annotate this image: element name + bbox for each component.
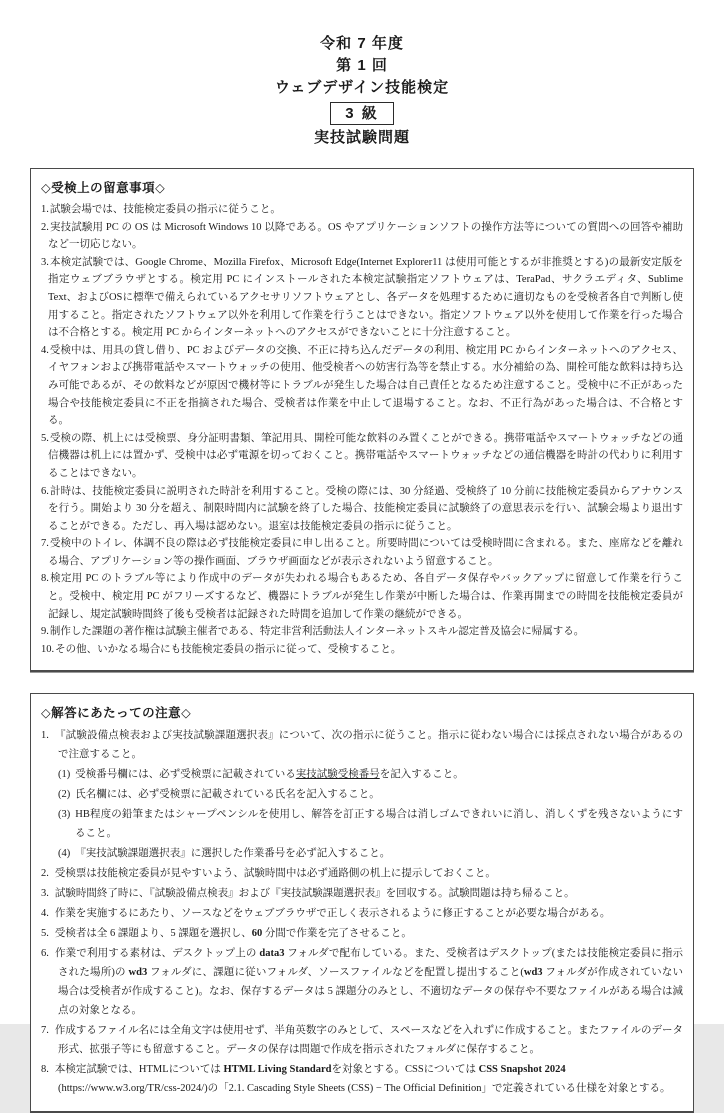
item-text: (https://www.w3.org/TR/css-2024/)の「2.1. Cascading Style Sheets (CSS) − The Official Definition」で定義されている仕様を対象とする。 <box>58 1083 671 1095</box>
answer-item <box>41 884 683 903</box>
notes-box-header: ◇受検上の留意事項◇ <box>41 181 166 195</box>
item-text: 受検番号欄には、必ず受検票に記載されている <box>75 769 296 781</box>
sub-item-number: (1) <box>58 769 71 781</box>
item-text: フォルダが作成されていない場合は受検者が作成すること)。なお、保存するデータは 5 課題分のみとし、不適切なデータの保存や不要なファイルがある場合は減点の対象となる。 <box>58 967 684 1017</box>
item-text: 受検の際、机上には受検票、身分証明書類、筆記用具、開栓可能な飲料のみ置くことができる。携帯電話やスマートウォッチなどの通信機器は机上には置かず、受検中は必ず電源を切っておくこと。携帯電話やスマートウォッチなどの通信機器を時計の代わりに利用することはできない。 <box>48 432 683 479</box>
item-number: 3. <box>41 888 49 900</box>
page-subtitle: 実技試験問題 <box>313 129 410 146</box>
answer-item-sub <box>41 765 683 784</box>
item-text: 60 <box>251 928 263 940</box>
sub-item-number: (3) <box>58 809 71 821</box>
item-number: 6. <box>41 948 49 960</box>
item-text: 受検中のトイレ、体調不良の際は必ず技能検定委員に申し出ること。所要時間については受検時間に含まれる。また、座席などを離れる場合、アプリケーション等の操作画面、ブラウザ画面などが表示されないよう留意すること。 <box>48 538 683 567</box>
item-number: 7. <box>41 538 49 550</box>
item-text: その他、いかなる場合にも技能検定委員の指示に従って、受検すること。 <box>55 643 402 655</box>
item-text: 実技試験用 PC の OS は Microsoft Windows 10 以降である。OS やアプリケーションソフトの操作方法等についての質問への回答や補助など一切応じない。 <box>48 221 683 251</box>
title-line-exam-name: ウェブデザイン技能検定 <box>274 79 450 96</box>
item-text: wd3 <box>523 967 543 979</box>
item-text: 分間で作業を完了させること。 <box>262 928 412 940</box>
item-number: 5. <box>41 432 49 444</box>
item-text: を対象とする。CSSについては <box>331 1064 479 1076</box>
item-number: 6. <box>41 485 49 497</box>
answer-item-sub <box>41 785 683 804</box>
grade-box: 3 級 <box>330 102 394 125</box>
item-number: 1. <box>41 204 49 215</box>
item-text: 作成するファイル名には全角文字は使用せず、半角英数字のみとして、スペースなどを入れずに作成すること。またファイルのデータ形式、拡張子等にも留意すること。データの保存は問題で作成を指示されたフォルダに保存すること。 <box>54 1025 683 1056</box>
answer-item <box>41 904 683 923</box>
title-line-session: 第 1 回 <box>336 57 388 74</box>
item-number: 7. <box>41 1025 49 1037</box>
answers-list <box>41 726 683 1098</box>
item-text: HTML Living Standard <box>223 1064 332 1076</box>
item-number: 2. <box>41 221 49 233</box>
item-number: 4. <box>41 908 49 920</box>
note-item <box>41 201 683 219</box>
title-block <box>0 0 724 149</box>
item-text: CSS Snapshot 2024 <box>478 1064 566 1076</box>
item-text: wd3 <box>128 967 148 979</box>
note-item <box>41 623 683 641</box>
answer-item <box>41 924 683 943</box>
item-number: 5. <box>41 928 49 940</box>
item-text: 制作した課題の著作権は試験主催者である、特定非営利活動法人インターネットスキル認定普及協会に帰属する。 <box>49 626 585 638</box>
notes-box <box>30 168 694 672</box>
item-text: 検定用 PC のトラブル等により作成中のデータが失われる場合もあるため、各自データ保存やバックアップに留意して作業を行うこと。受検中、検定用 PC がフリーズするなど、機器にトラブルが発生し作業が中断した場合は、作業再開までの時間を技能検定委員が記録し、規定試験時間終了後も受検者は記録された時間を追加して作業の継続ができる。 <box>48 573 683 620</box>
answers-box-header: ◇解答にあたっての注意◇ <box>41 706 192 721</box>
item-number: 8. <box>41 1064 49 1076</box>
item-number: 4. <box>41 344 49 356</box>
item-text: 受検票は技能検定委員が見やすいよう、試験時間中は必ず通路側の机上に提示しておくこと。 <box>54 868 496 880</box>
item-number: 8. <box>41 573 49 585</box>
item-text: 試験時間終了時に、『試験設備点検表』および『実技試験課題選択表』を回収する。試験問題は持ち帰ること。 <box>54 888 575 900</box>
answer-item <box>41 944 683 1020</box>
answer-item <box>41 1060 683 1098</box>
item-text: 本検定試験では、HTMLについては <box>54 1064 224 1076</box>
sub-item-number: (4) <box>58 848 71 860</box>
item-text: 氏名欄には、必ず受検票に記載されている氏名を記入すること。 <box>75 789 380 801</box>
note-item <box>41 483 683 536</box>
answer-item <box>41 864 683 883</box>
note-item <box>41 570 683 623</box>
item-text: を記入すること。 <box>379 769 464 781</box>
notes-list <box>41 201 683 658</box>
item-text: 作業で利用する素材は、デスクトップ上の <box>54 948 260 960</box>
sub-item-number: (2) <box>58 789 71 801</box>
item-text: 『試験設備点検表および実技試験課題選択表』について、次の指示に従うこと。指示に従わない場合には採点されない場合があるので注意すること。 <box>54 730 683 761</box>
item-text: HB程度の鉛筆またはシャープペンシルを使用し、解答を訂正する場合は消しゴムできれいに消し、消しくずを残さないようにすること。 <box>75 809 683 840</box>
item-number: 3. <box>41 256 49 268</box>
item-text: 『実技試験課題選択表』に選択した作業番号を必ず記入すること。 <box>75 848 391 860</box>
item-text: 受検中は、用具の貸し借り、PC およびデータの交換、不正に持ち込んだデータの利用、検定用 PC からインターネットへのアクセス、イヤフォンおよび携帯電話やスマートウォッチの使用、他受検者への妨害行為等を禁止する。水分補給の為、開栓可能な飲料は持ち込み可能であるが、その飲料などが原因で機材等にトラブルが発生した場合は自己責任となるため注意すること。受検中に不正があった場合や技能検定委員に不正を指摘された場合、受検者は作業を中止して退場すること。なお、不正行為があった場合は、不合格とする。 <box>48 344 683 427</box>
title-line-year: 令和 7 年度 <box>320 35 404 52</box>
note-item <box>41 342 683 430</box>
note-item <box>41 430 683 483</box>
grade-box-row <box>0 99 724 127</box>
item-text: フォルダに、課題に従いフォルダ、ソースファイルなどを配置し提出すること( <box>147 967 524 979</box>
item-text: 計時は、技能検定委員に説明された時計を利用すること。受検の際には、30 分経過、受検終了 10 分前に技能検定委員からアナウンスを行う。開始より 30 分を超え、制限時間内に試験を終了した場合、技能検定委員に試験終了の意思表示を行い、試験会場より退出することができる。ただし、再入場は認めない。退室は技能検定委員の指示に従うこと。 <box>48 485 683 532</box>
item-number: 1. <box>41 730 49 742</box>
note-item <box>41 219 683 254</box>
answer-item <box>41 726 683 764</box>
note-item <box>41 535 683 570</box>
item-number: 10. <box>41 643 55 655</box>
item-number: 2. <box>41 868 49 880</box>
answers-box <box>30 693 694 1113</box>
note-item <box>41 641 683 659</box>
item-text: 本検定試験では、Google Chrome、Mozilla Firefox、Microsoft Edge(Internet Explorer11 は使用可能とするが非推奨とする)の最新安定版を指定ウェブブラウザとする。検定用 PC にインストールされた本検定試験指定ソフトウェアは、TeraPad、サクラエディタ、Sublime Text、およびOSに標準で備えられているアクセサリソフトウェアとし、各データを処理するために適切なものを受検者各自で判断し使用すること。指定されたソフトウェア以外を利用して作業を行うことはできない。指定ソフトウェア以外を使用して作業を行った場合は不合格とする。検定用 PC からインターネットへのアクセスができないことに十分注意すること。 <box>48 256 683 339</box>
item-text: フォルダで配布している。また、受検者はデスクトップ(または技能検定委員に指示された場所)の <box>58 948 683 979</box>
item-number: 9. <box>41 626 49 638</box>
item-text: 試験会場では、技能検定委員の指示に従うこと。 <box>49 204 281 215</box>
item-text: 作業を実施するにあたり、ソースなどをウェブブラウザで正しく表示されるように修正することが必要な場合がある。 <box>54 908 611 920</box>
item-text: 実技試験受検番号 <box>295 769 380 781</box>
note-item <box>41 254 683 342</box>
answer-item-sub <box>41 805 683 843</box>
answer-item-sub <box>41 844 683 863</box>
item-text: data3 <box>259 948 285 960</box>
answer-item <box>41 1021 683 1059</box>
item-text: 受検者は全 6 課題より、5 課題を選択し、 <box>54 928 252 940</box>
